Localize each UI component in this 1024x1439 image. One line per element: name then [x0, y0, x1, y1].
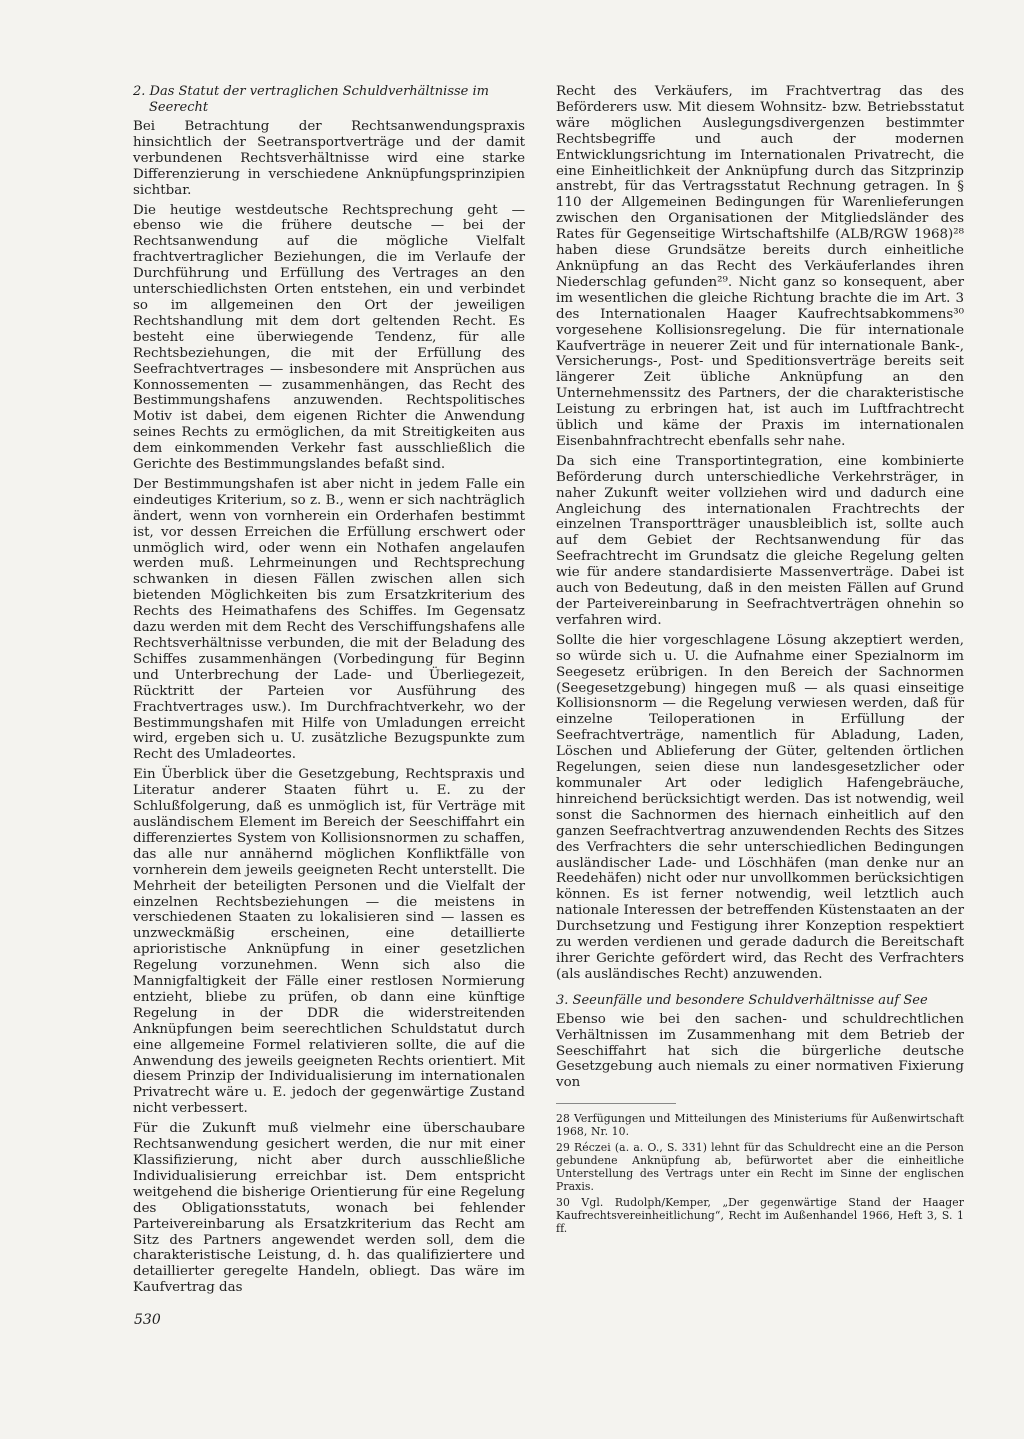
paragraph: Bei Betrachtung der Rechtsanwendungspraxis hinsichtlich der Seetransportverträge und der damit verbundenen Rechtsverhältnisse wird eine starke Differenzierung in verschiedene Anknüpfungsprinzipien sichtbar.	[133, 119, 525, 198]
page-number: 530	[134, 1312, 161, 1328]
right-column	[556, 84, 964, 1238]
paragraph: Recht des Verkäufers, im Frachtvertrag das des Beförderers usw. Mit diesem Wohnsitz- bzw. Betriebsstatut wäre möglichen Auslegungsdivergenzen bestimmter Rechtsbegriffe und auch der modernen Entwicklungsrichtung im Internationalen Privatrecht, die eine Einheitlichkeit der Anknüpfung durch das Sitzprinzip anstrebt, für das Vertragsstatut Rechnung getragen. In § 110 der Allgemeinen Bedingungen für Warenlieferungen zwischen den Organisationen der Mitgliedsländer des Rates für Gegenseitige Wirtschaftshilfe (ALB/RGW 1968)²⁸ haben diese Grundsätze bereits durch einheitliche Anknüpfung an das Recht des Verkäuferlandes ihren Niederschlag gefunden²⁹. Nicht ganz so konsequent, aber im wesentlichen die gleiche Richtung brachte die im Art. 3 des Internationalen Haager Kaufrechtsabkommens³⁰ vorgesehene Kollisionsregelung. Die für internationale Kaufverträge in neuerer Zeit und für internationale Bank-, Versicherungs-, Post- und Speditionsverträge bereits seit längerer Zeit übliche Anknüpfung an den Unternehmenssitz des Partners, der die charakteristische Leistung zu erbringen hat, ist auch im Luftfrachtrecht üblich und käme der Praxis im internationalen Eisenbahnfrachtrecht ebenfalls sehr nahe.	[556, 84, 964, 449]
paragraph: Ebenso wie bei den sachen- und schuldrechtlichen Verhältnissen im Zusammenhang mit dem Betrieb der Seeschiffahrt hat sich die bürgerliche deutsche Gesetzgebung auch niemals zu einer normativen Fixierung von	[556, 1011, 964, 1091]
left-column	[133, 84, 525, 1300]
paragraph: Sollte die hier vorgeschlagene Lösung akzeptiert werden, so würde sich u. U. die Aufnahme einer Spezialnorm im Seegesetz erübrigen. In den Bereich der Sachnormen (Seegesetzgebung) hingegen muß — als quasi einseitige Kollisionsnorm — die Regelung verwiesen werden, daß für einzelne Teiloperationen in Erfüllung der Seefrachtverträge, namentlich für Abladung, Laden, Löschen und Ablieferung der Güter, geltenden örtlichen Regelungen, seien diese nun landesgesetzlicher oder kommunaler Art oder lediglich Hafengebräuche, hinreichend berücksichtigt werden. Das ist notwendig, weil sonst die Sachnormen des hiernach einheitlich auf den ganzen Seefrachtvertrag anzuwendenden Rechts des Sitzes des Verfrachters die sehr unterschiedlichen Bedingungen ausländischer Lade- und Löschhäfen (man denke nur an Reedehäfen) nicht oder nur unvollkommen berücksichtigen können. Es ist ferner notwendig, weil letztlich auch nationale Interessen der betreffenden Küstenstaaten an der Durchsetzung und Festigung ihrer Konzeption respektiert zu werden verdienen und gerade dadurch die Bereitschaft ihrer Gerichte gefördert wird, das Recht des Verfrachters (als ausländisches Recht) anzuwenden.	[556, 632, 964, 982]
footnote-30: 30 Vgl. Rudolph/Kemper, „Der gegenwärtige Stand der Haager Kaufrechtsvereinheitlichung“, Recht im Außenhandel 1966, Heft 3, S. 1 ff.	[556, 1196, 964, 1236]
paragraph: Die heutige westdeutsche Rechtsprechung geht — ebenso wie die frühere deutsche — bei der Rechtsanwendung auf die mögliche Vielfalt frachtvertraglicher Beziehungen, die im Verlaufe der Durchführung und Erfüllung des Vertrages an den unterschiedlichsten Orten entstehen, ein und verbindet so im allgemeinen den Ort der jeweiligen Rechtshandlung mit dem dort geltenden Recht. Es besteht eine überwiegende Tendenz, für alle Rechtsbeziehungen, die mit der Erfüllung des Seefrachtvertrages — insbesondere mit Ansprüchen aus Konnossementen — zusammenhängen, das Recht des Bestimmungshafens anzuwenden. Rechtspolitisches Motiv ist dabei, dem eigenen Richter die Anwendung seines Rechts zu ermöglichen, da mit Streitigkeiten aus dem einkommenden Verkehr fast ausschließlich die Gerichte des Bestimmungslandes befaßt sind.	[133, 202, 525, 473]
footnote-29: 29 Réczei (a. a. O., S. 331) lehnt für das Schuldrecht eine an die Person gebundene Anknüpfung ab, befürwortet aber die einheitliche Unterstellung des Vertrags unter ein Recht im Sinne der englischen Praxis.	[556, 1141, 964, 1194]
paragraph: Für die Zukunft muß vielmehr eine überschaubare Rechtsanwendung gesichert werden, die nur mit einer Klassifizierung, nicht aber durch ausschließliche Individualisierung erreichbar ist. Dem entspricht weitgehend die bisherige Orientierung für eine Regelung des Obligationsstatuts, wonach bei fehlender Parteivereinbarung als Ersatzkriterium das Recht am Sitz des Partners angewendet werden soll, dem die charakteristische Leistung, d. h. das qualifiziertere und detaillierter geregelte Handeln, obliegt. Das wäre im Kaufvertrag das	[133, 1121, 525, 1296]
paragraph: Da sich eine Transportintegration, eine kombinierte Beförderung durch unterschiedliche Verkehrsträger, in naher Zukunft weiter vollziehen wird und dadurch eine Angleichung des internationalen Frachtrechts der einzelnen Transportträger unausbleiblich ist, sollte auch auf dem Gebiet der Rechtsanwendung für das Seefrachtrecht im Grundsatz die gleiche Regelung gelten wie für andere standardisierte Massenverträge. Dabei ist auch von Bedeutung, daß in den meisten Fällen auf Grund der Parteivereinbarung in Seefrachtverträgen ohnehin so verfahren wird.	[556, 453, 964, 628]
section-heading-2: 2. Das Statut der vertraglichen Schuldverhältnisse im Seerecht	[133, 84, 489, 115]
paragraph: Ein Überblick über die Gesetzgebung, Rechtspraxis und Literatur anderer Staaten führt u. E. zu der Schlußfolgerung, daß es unmöglich ist, für Verträge mit ausländischem Element im Bereich der Seeschiffahrt ein differenziertes System von Kollisionsnormen zu schaffen, das alle nur annähernd möglichen Konfliktfälle von vornherein dem jeweils geeigneten Recht unterstellt. Die Mehrheit der beteiligten Personen und die Vielfalt der einzelnen Rechtsbeziehungen — die meistens in verschiedenen Staaten zu lokalisieren sind — lassen es unzweckmäßig erscheinen, eine detaillierte aprioristische Anknüpfung in einer gesetzlichen Regelung vorzunehmen. Wenn sich also die Mannigfaltigkeit der Fälle einer restlosen Normierung entzieht, bliebe zu prüfen, ob dann eine künftige Regelung in der DDR die widerstreitenden Anknüpfungen beim seerechtlichen Schuldstatut durch eine allgemeine Formel relativieren sollte, die auf die Anwendung des jeweils geeigneten Rechts orientiert. Mit diesem Prinzip der Individualisierung im internationalen Privatrecht wäre u. E. jedoch der gegenwärtige Zustand nicht verbessert.	[133, 767, 525, 1117]
paragraph: Der Bestimmungshafen ist aber nicht in jedem Falle ein eindeutiges Kriterium, so z. B., wenn er sich nachträglich ändert, wenn von vornherein ein Orderhafen bestimmt ist, vor dessen Erreichen die Erfüllung erschwert oder unmöglich wird, oder wenn ein Nothafen angelaufen werden muß. Lehrmeinungen und Rechtsprechung schwanken in diesen Fällen zwischen allen sich bietenden Möglichkeiten bis zum Ersatzkriterium des Rechts des Heimathafens des Schiffes. Im Gegensatz dazu werden mit dem Recht des Verschiffungshafens alle Rechtsverhältnisse verbunden, die mit der Beladung des Schiffes zusammenhängen (Vorbedingung für Beginn und Unterbrechung der Lade- und Überliegezeit, Rücktritt der Parteien vor Ausführung des Frachtvertrages usw.). Im Durchfrachtverkehr, wo der Bestimmungshafen mit Hilfe von Umladungen erreicht wird, ergeben sich u. U. zusätzliche Bezugspunkte zum Recht des Umladeortes.	[133, 476, 525, 763]
footnote-28: 28 Verfügungen und Mitteilungen des Ministeriums für Außenwirtschaft 1968, Nr. 10.	[556, 1112, 964, 1139]
footnote-divider	[556, 1103, 676, 1104]
section-heading-3: 3. Seeunfälle und besondere Schuldverhältnisse auf See	[556, 992, 928, 1008]
